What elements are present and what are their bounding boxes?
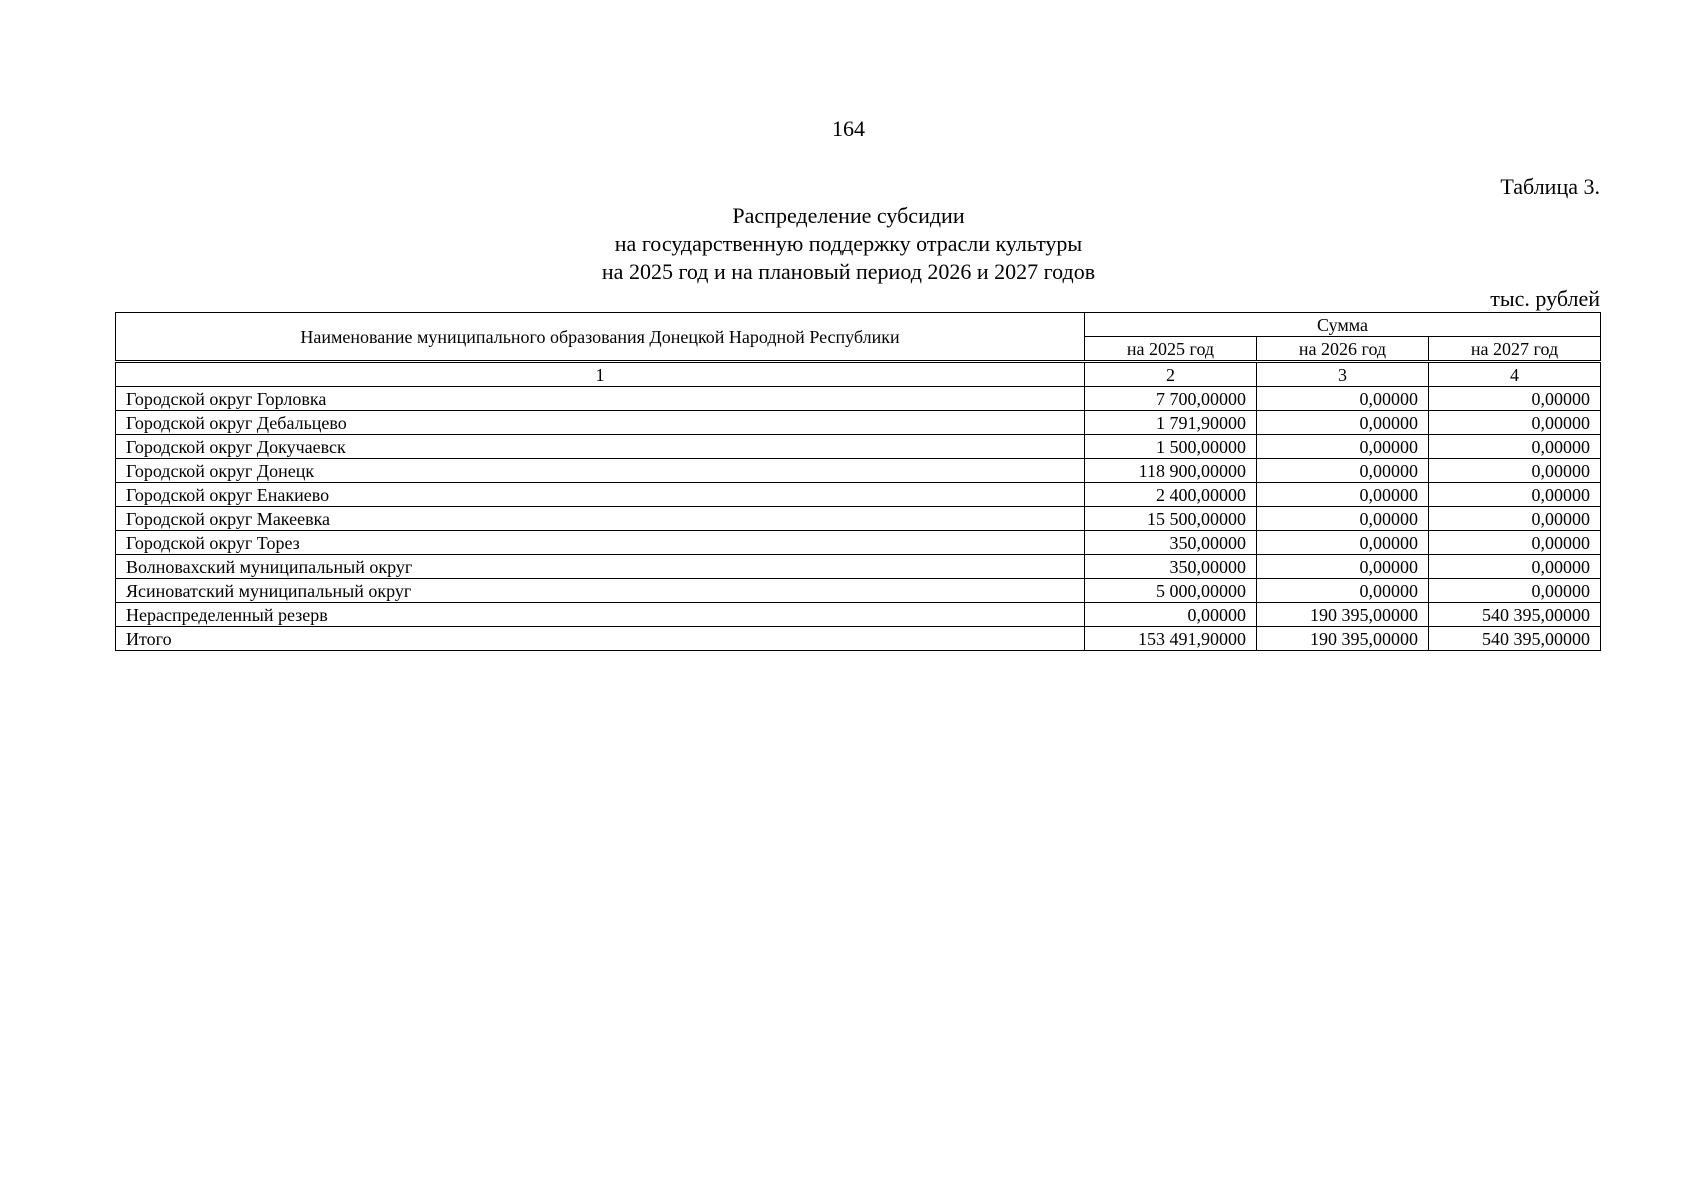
table-row	[116, 507, 1601, 531]
row-name-cell: Городской округ Докучаевск	[116, 435, 1085, 459]
row-value-2027: 0,00000	[1429, 579, 1601, 603]
row-value-2025: 1 500,00000	[1085, 435, 1257, 459]
row-name-cell: Городской округ Горловка	[116, 387, 1085, 411]
column-index: 4	[1429, 362, 1601, 387]
table-row	[116, 435, 1601, 459]
row-value-2026: 0,00000	[1257, 483, 1429, 507]
row-name-cell: Городской округ Енакиево	[116, 483, 1085, 507]
row-name-cell: Городской округ Донецк	[116, 459, 1085, 483]
header-name: Наименование муниципального образования Донецкой Народной Республики	[116, 313, 1085, 362]
table-row	[116, 483, 1601, 507]
table-row	[116, 387, 1601, 411]
row-value-2025: 350,00000	[1085, 531, 1257, 555]
row-value-2026: 190 395,00000	[1257, 603, 1429, 627]
column-index: 2	[1085, 362, 1257, 387]
row-name-cell: Нераспределенный резерв	[116, 603, 1085, 627]
row-value-2025: 15 500,00000	[1085, 507, 1257, 531]
row-value-2026: 0,00000	[1257, 411, 1429, 435]
row-value-2026: 0,00000	[1257, 531, 1429, 555]
row-value-2027: 540 395,00000	[1429, 627, 1601, 651]
column-index: 3	[1257, 362, 1429, 387]
row-value-2026: 0,00000	[1257, 435, 1429, 459]
row-value-2027: 0,00000	[1429, 555, 1601, 579]
row-value-2025: 7 700,00000	[1085, 387, 1257, 411]
row-name-cell: Городской округ Торез	[116, 531, 1085, 555]
title-line-1: Распределение субсидии	[732, 203, 965, 228]
row-value-2027: 0,00000	[1429, 435, 1601, 459]
row-value-2026: 0,00000	[1257, 507, 1429, 531]
page-number: 164	[832, 116, 865, 141]
row-value-2027: 0,00000	[1429, 483, 1601, 507]
table-label: Таблица 3.	[1500, 174, 1600, 199]
row-value-2027: 0,00000	[1429, 459, 1601, 483]
row-value-2026: 0,00000	[1257, 387, 1429, 411]
header-row-1	[116, 313, 1601, 337]
header-year-2027: на 2027 год	[1429, 337, 1601, 362]
column-index-row	[116, 362, 1601, 387]
title-line-3: на 2025 год и на плановый период 2026 и 2027 годов	[601, 259, 1096, 284]
table-row	[116, 579, 1601, 603]
header-year-2026: на 2026 год	[1257, 337, 1429, 362]
row-name-cell: Городской округ Макеевка	[116, 507, 1085, 531]
table-row	[116, 603, 1601, 627]
table-row	[116, 531, 1601, 555]
row-value-2026: 0,00000	[1257, 459, 1429, 483]
table-row	[116, 555, 1601, 579]
row-name-cell: Волновахский муниципальный округ	[116, 555, 1085, 579]
header-sum: Сумма	[1085, 313, 1601, 337]
unit-label: тыс. рублей	[1490, 286, 1600, 311]
row-name-cell: Итого	[116, 627, 1085, 651]
row-value-2025: 118 900,00000	[1085, 459, 1257, 483]
row-value-2026: 0,00000	[1257, 555, 1429, 579]
row-name-cell: Ясиноватский муниципальный округ	[116, 579, 1085, 603]
title-line-2: на государственную поддержку отрасли культуры	[614, 231, 1083, 256]
table-row	[116, 627, 1601, 651]
document-title	[0, 202, 1697, 286]
row-value-2027: 0,00000	[1429, 387, 1601, 411]
table-row	[116, 459, 1601, 483]
row-value-2025: 0,00000	[1085, 603, 1257, 627]
header-year-2025: на 2025 год	[1085, 337, 1257, 362]
row-value-2026: 0,00000	[1257, 579, 1429, 603]
row-value-2025: 1 791,90000	[1085, 411, 1257, 435]
row-value-2025: 2 400,00000	[1085, 483, 1257, 507]
row-value-2025: 5 000,00000	[1085, 579, 1257, 603]
subsidy-table	[115, 312, 1601, 651]
row-value-2027: 0,00000	[1429, 507, 1601, 531]
row-value-2025: 153 491,90000	[1085, 627, 1257, 651]
row-value-2025: 350,00000	[1085, 555, 1257, 579]
column-index: 1	[116, 362, 1085, 387]
table-row	[116, 411, 1601, 435]
row-value-2026: 190 395,00000	[1257, 627, 1429, 651]
row-value-2027: 540 395,00000	[1429, 603, 1601, 627]
row-value-2027: 0,00000	[1429, 411, 1601, 435]
row-name-cell: Городской округ Дебальцево	[116, 411, 1085, 435]
row-value-2027: 0,00000	[1429, 531, 1601, 555]
